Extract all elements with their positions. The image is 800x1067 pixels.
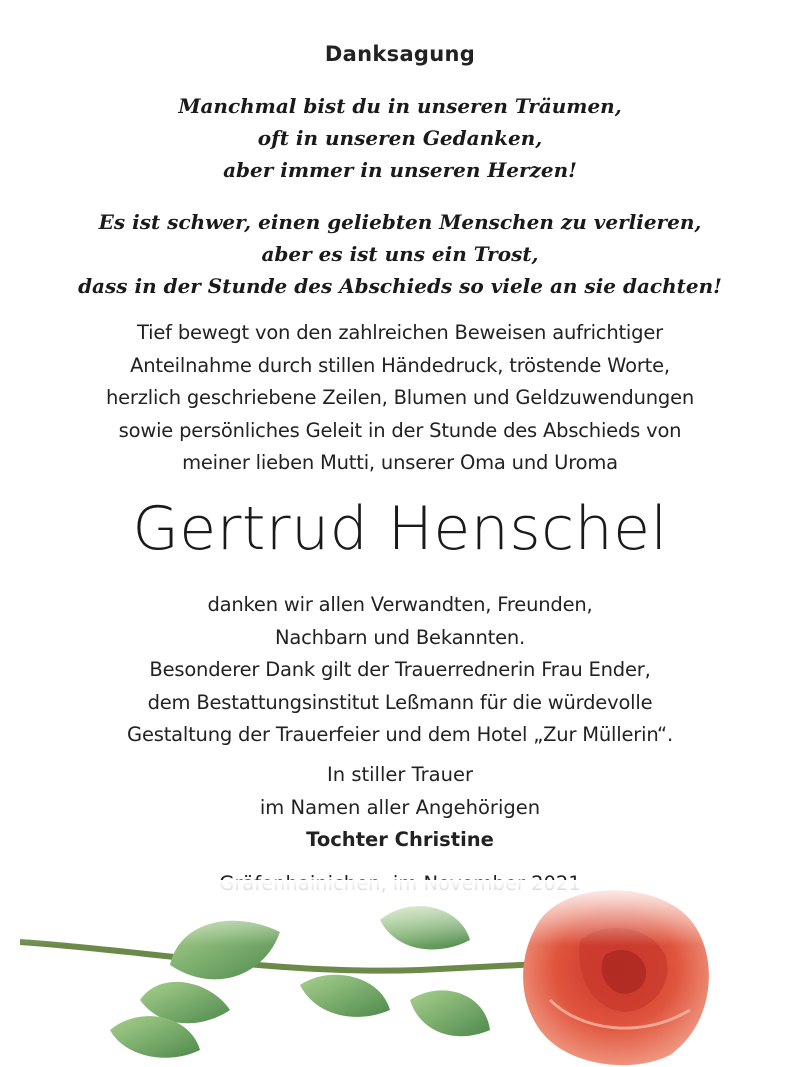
verse-two — [0, 206, 800, 302]
thanks-line: Gestaltung der Trauerfeier und dem Hotel „Zur Müllerin“. — [127, 723, 673, 746]
thanks-line: dem Bestattungsinstitut Leßmann für die würdevolle — [147, 690, 653, 714]
closing-line: In stiller Trauer — [327, 763, 473, 786]
verse-line: Es ist schwer, einen geliebten Menschen zu verlieren, — [98, 210, 702, 234]
thanks-line: Nachbarn und Bekannten. — [274, 625, 526, 649]
verse-one — [0, 90, 800, 186]
thanks-line: Besonderer Dank gilt der Trauerrednerin Frau Ender, — [149, 658, 651, 681]
intro-line: sowie persönliches Geleit in der Stunde des Abschieds von — [118, 418, 682, 442]
notice-heading: Danksagung — [324, 42, 476, 66]
intro-paragraph — [0, 317, 800, 480]
verse-line: Manchmal bist du in unseren Träumen, — [178, 94, 622, 118]
intro-line: Tief bewegt von den zahlreichen Beweisen aufrichtiger — [137, 321, 663, 344]
intro-line: meiner lieben Mutti, unserer Oma und Uroma — [182, 451, 618, 474]
thanks-line: danken wir allen Verwandten, Freunden, — [207, 593, 593, 616]
signer-name: Tochter Christine — [306, 828, 494, 851]
verse-line: aber immer in unseren Herzen! — [223, 158, 577, 182]
closing-line: im Namen aller Angehörigen — [259, 795, 541, 819]
verse-line: aber es ist uns ein Trost, — [261, 242, 539, 266]
intro-line: herzlich geschriebene Zeilen, Blumen und Geldzuwendungen — [105, 386, 695, 409]
deceased-name: Gertrud Henschel — [132, 494, 668, 564]
thanks-paragraph — [0, 589, 800, 752]
verse-line: oft in unseren Gedanken, — [257, 126, 543, 150]
intro-line: Anteilnahme durch stillen Händedruck, tröstende Worte, — [130, 353, 670, 377]
closing-block — [0, 759, 800, 857]
verse-line: dass in der Stunde des Abschieds so viele an sie dachten! — [78, 274, 722, 298]
rose-illustration — [20, 880, 780, 1067]
